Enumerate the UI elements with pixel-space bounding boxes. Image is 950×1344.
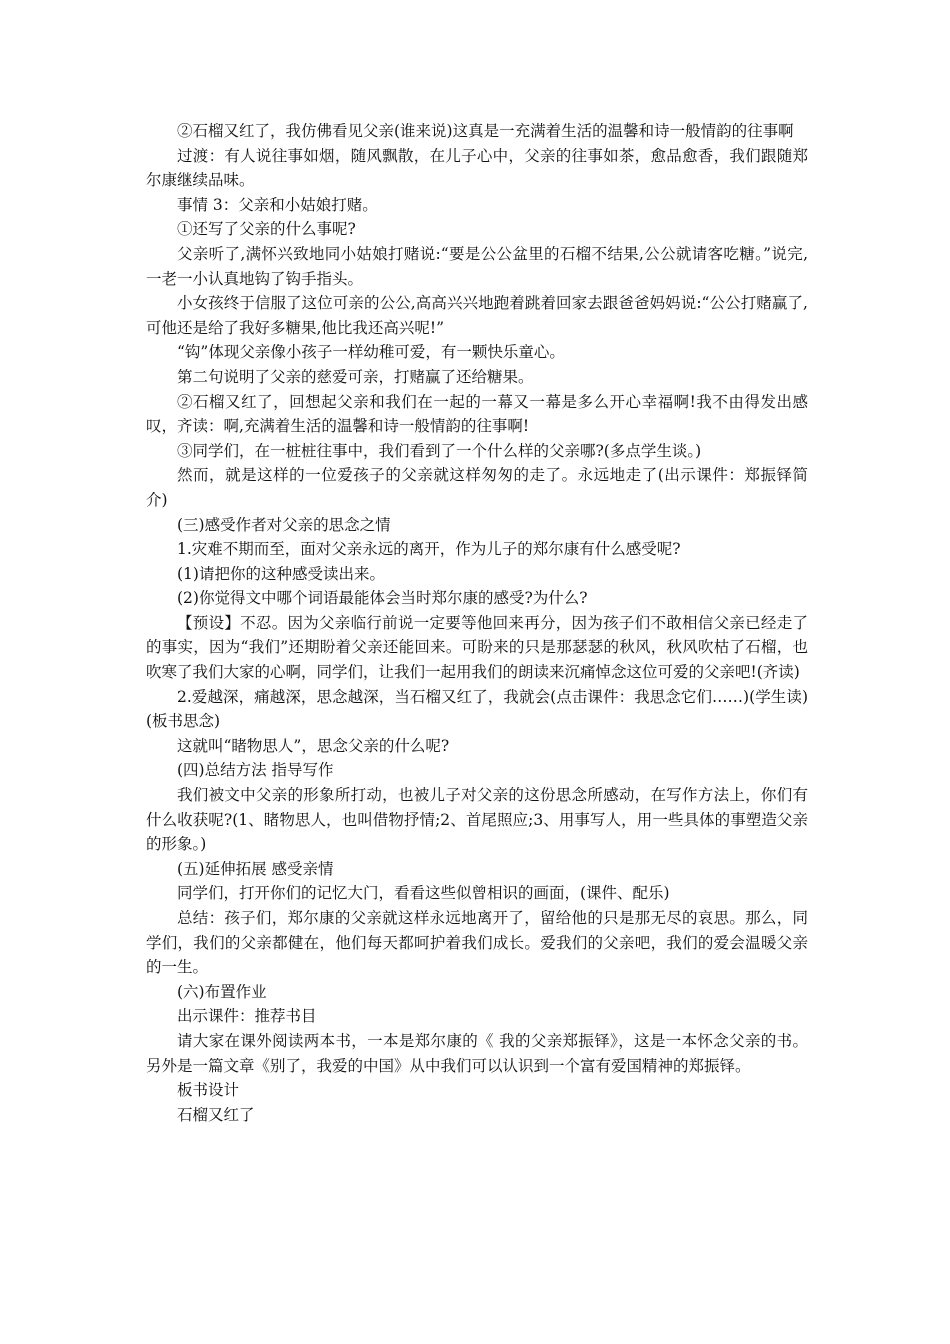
paragraph: 板书设计 <box>177 1081 240 1100</box>
paragraph: 总结：孩子们，郑尔康的父亲就这样永远地离开了，留给他的只是那无尽的哀思。那么，同学们，我们的父亲都健在，他们每天都呵护着我们成长。爱我们的父亲吧，我们的爱会温暖父亲的一生。 <box>146 909 808 977</box>
document-page <box>146 119 808 1127</box>
paragraph: 【预设】不忍。因为父亲临行前说一定要等他回来再分，因为孩子们不敢相信父亲已经走了的事实，因为“我们”还期盼着父亲还能回来。可盼来的只是那瑟瑟的秋风，秋风吹枯了石榴，也吹寒了我们大家的心啊，同学们，让我们一起用我们的朗读来沉痛悼念这位可爱的父亲吧!(齐读) <box>146 613 808 682</box>
paragraph: ①还写了父亲的什么事呢? <box>177 220 356 239</box>
paragraph: ②石榴又红了，回想起父亲和我们在一起的一幕又一幕是多么开心幸福啊!我不由得发出感叹，齐读：啊,充满着生活的温馨和诗一般情韵的往事啊! <box>146 392 808 436</box>
paragraph: 我们被文中父亲的形象所打动，也被儿子对父亲的这份思念所感动，在写作方法上，你们有什么收获呢?(1、睹物思人，也叫借物抒情;2、首尾照应;3、用事写人，用一些具体的事塑造父亲的形象。) <box>146 786 808 854</box>
paragraph: 2.爱越深，痛越深，思念越深，当石榴又红了，我就会(点击课件：我思念它们……)(学生读)(板书思念) <box>146 687 808 731</box>
paragraph: 请大家在课外阅读两本书，一本是郑尔康的《 我的父亲郑振铎》，这是一本怀念父亲的书。另外是一篇文章《别了，我爱的中国》从中我们可以认识到一个富有爱国精神的郑振铎。 <box>146 1031 808 1075</box>
paragraph: 父亲听了,满怀兴致地同小姑娘打赌说:“要是公公盆里的石榴不结果,公公就请客吃糖。”说完,一老一小认真地钩了钩手指头。 <box>146 244 808 288</box>
paragraph: 这就叫“睹物思人”，思念父亲的什么呢? <box>177 736 450 755</box>
paragraph: 过渡：有人说往事如烟，随风飘散，在儿子心中，父亲的往事如茶，愈品愈香，我们跟随郑尔康继续品味。 <box>146 146 808 190</box>
paragraph: 1.灾难不期而至，面对父亲永远的离开，作为儿子的郑尔康有什么感受呢? <box>177 540 681 559</box>
paragraph: 出示课件：推荐书目 <box>177 1007 317 1026</box>
paragraph: 同学们，打开你们的记忆大门，看看这些似曾相识的画面，(课件、配乐) <box>177 884 670 903</box>
paragraph: 石榴又红了 <box>177 1105 255 1124</box>
section-heading: (五)延伸拓展 感受亲情 <box>177 859 334 878</box>
paragraph: ③同学们，在一桩桩往事中，我们看到了一个什么样的父亲哪?(多点学生谈。) <box>177 441 702 460</box>
section-heading: (三)感受作者对父亲的思念之情 <box>177 515 391 534</box>
paragraph: “钩”体现父亲像小孩子一样幼稚可爱，有一颗快乐童心。 <box>177 343 565 362</box>
paragraph: (2)你觉得文中哪个词语最能体会当时郑尔康的感受?为什么? <box>177 589 588 608</box>
paragraph: 然而，就是这样的一位爱孩子的父亲就这样匆匆的走了。永远地走了(出示课件：郑振铎简介) <box>146 466 808 509</box>
section-heading: (四)总结方法 指导写作 <box>177 761 334 780</box>
paragraph: ②石榴又红了，我仿佛看见父亲(谁来说)这真是一充满着生活的温馨和诗一般情韵的往事啊 <box>177 122 794 140</box>
paragraph: (1)请把你的这种感受读出来。 <box>177 564 385 583</box>
section-heading: (六)布置作业 <box>177 982 267 1001</box>
paragraph: 事情 3：父亲和小姑娘打赌。 <box>177 195 378 214</box>
paragraph: 第二句说明了父亲的慈爱可亲，打赌赢了还给糖果。 <box>177 367 534 386</box>
paragraph: 小女孩终于信服了这位可亲的公公,高高兴兴地跑着跳着回家去跟爸爸妈妈说:“公公打赌赢了,可他还是给了我好多糖果,他比我还高兴呢!” <box>146 294 808 337</box>
